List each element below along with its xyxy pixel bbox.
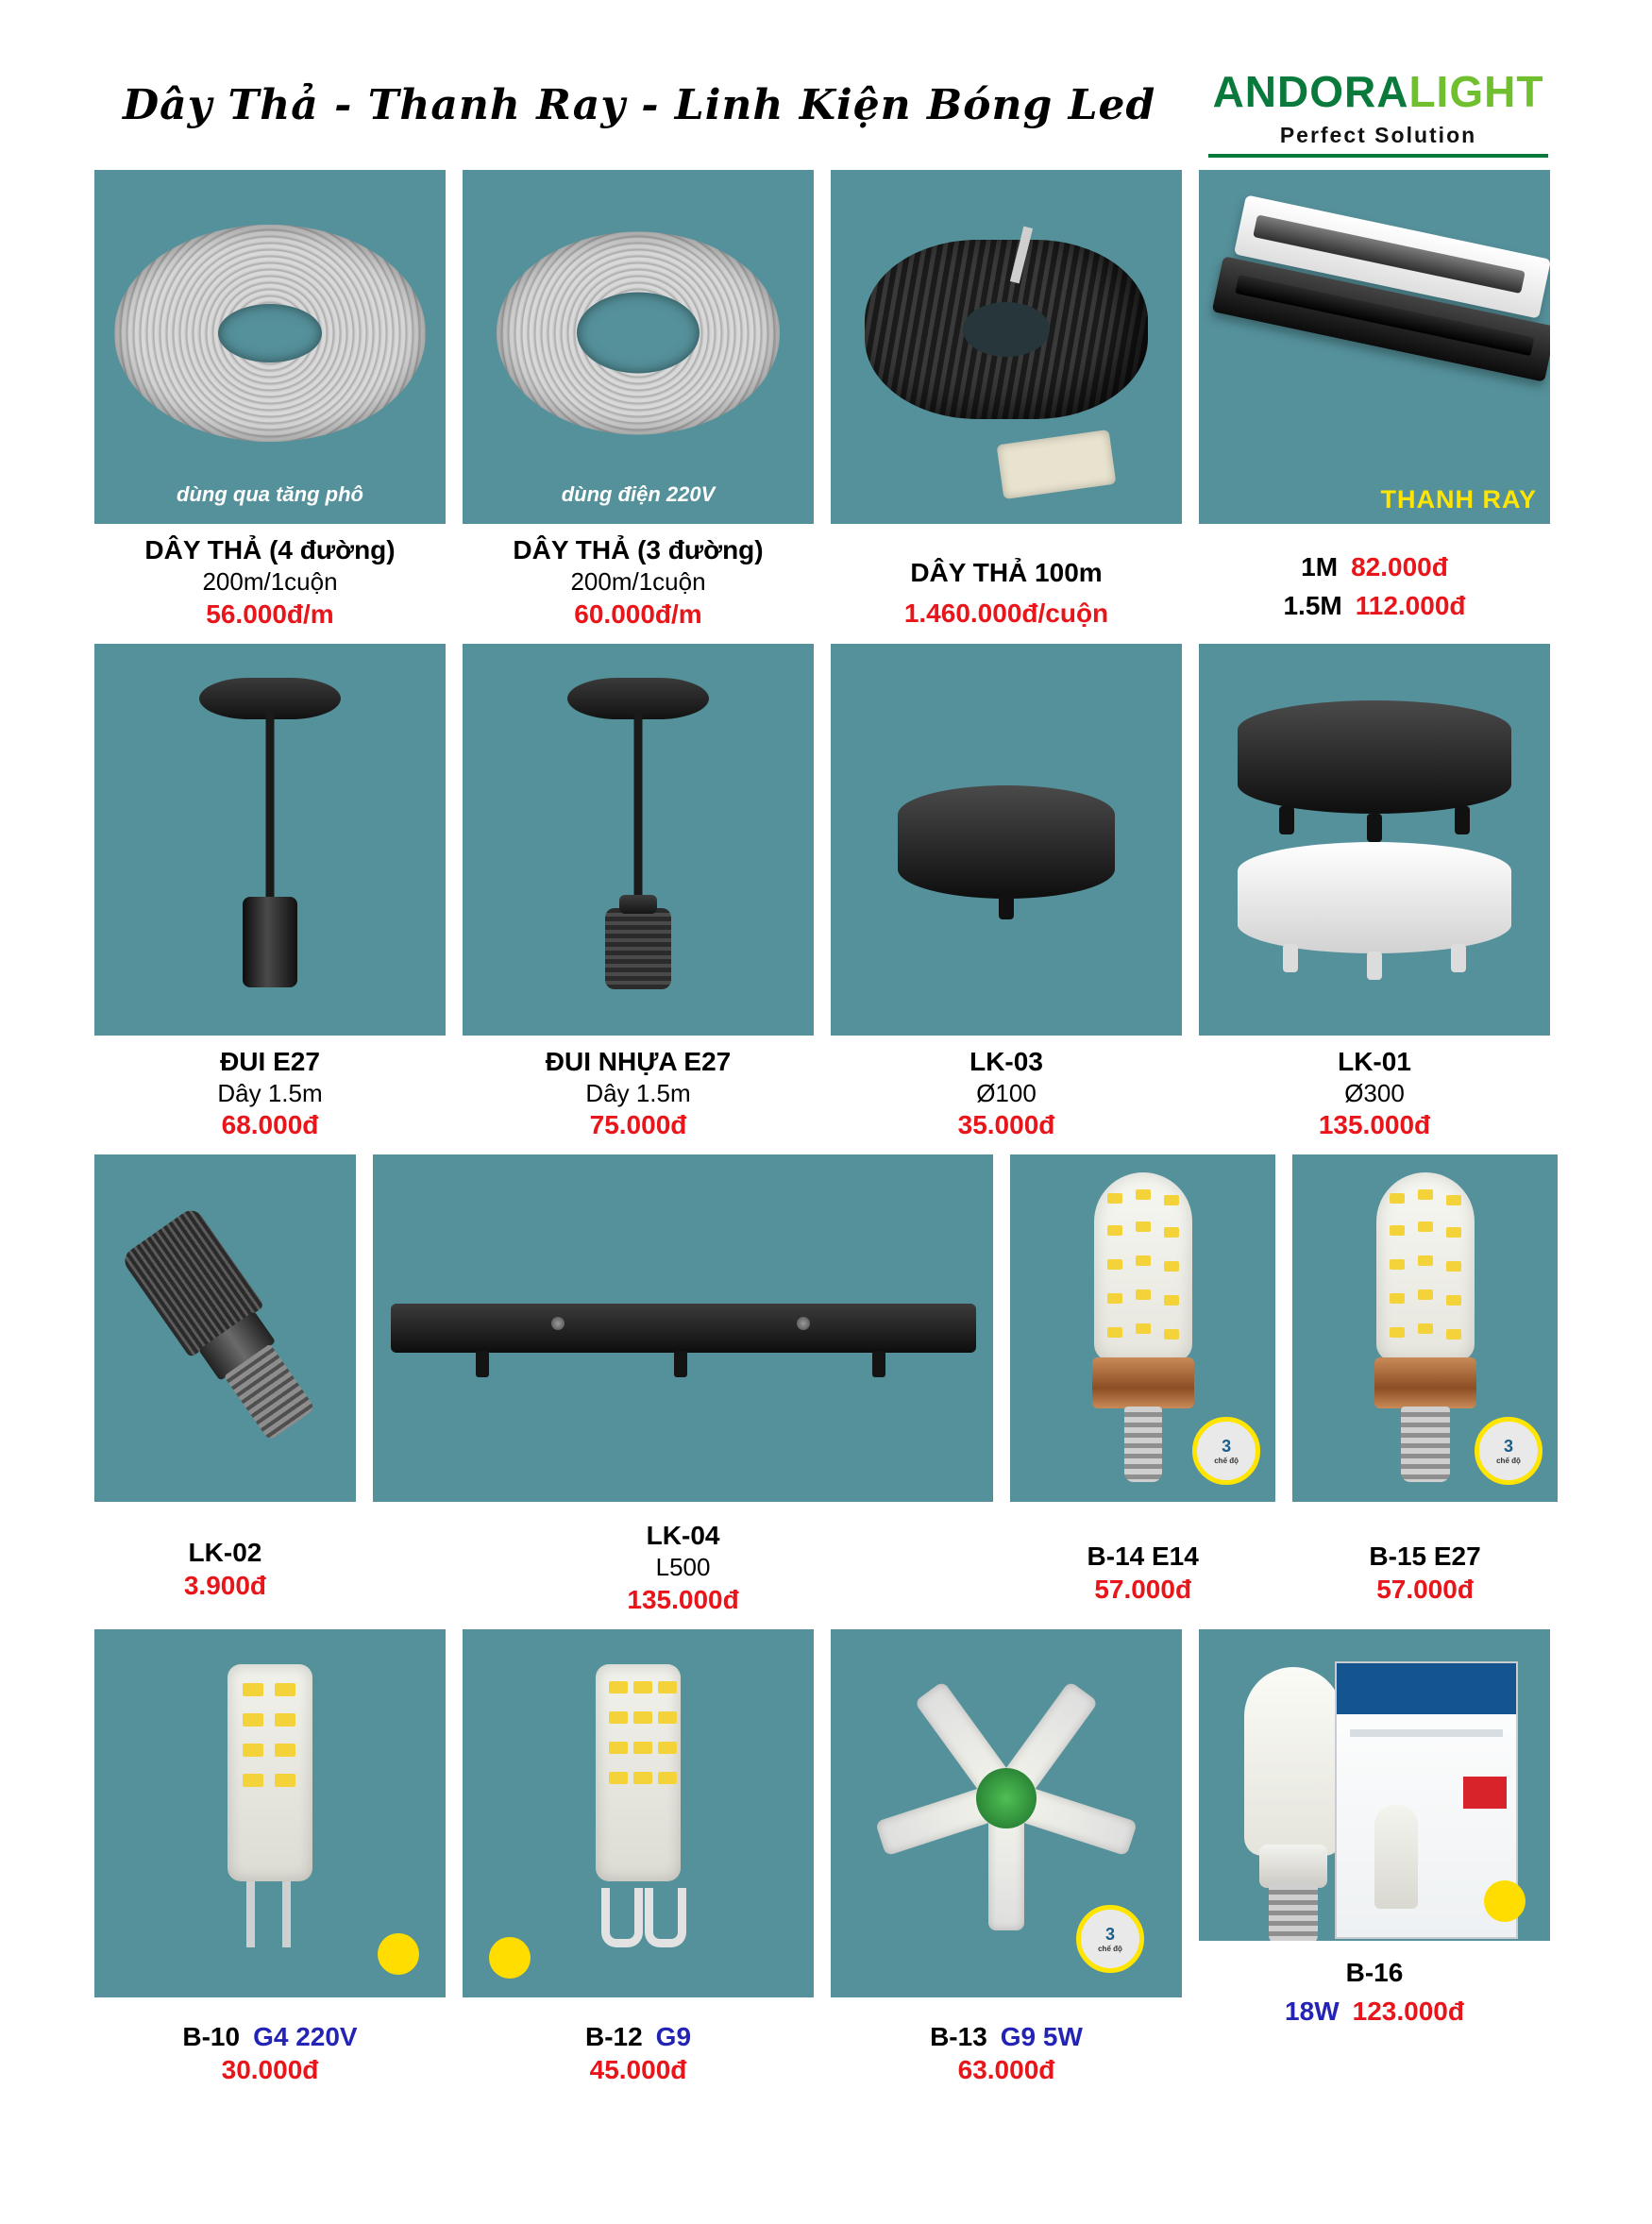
brand-logo <box>1208 57 1558 158</box>
brand-underline <box>1208 154 1548 158</box>
lamp-holder-metal <box>243 897 297 987</box>
product-card-lk-01 <box>1199 644 1550 1142</box>
led-chip <box>1164 1329 1179 1339</box>
product-code: B-12 <box>584 2021 643 2051</box>
g9-capsule-illustration <box>582 1664 694 1947</box>
led-chip <box>1107 1293 1122 1304</box>
product-caption <box>1292 1502 1558 1606</box>
plate-nub <box>1451 944 1466 972</box>
led-chip <box>1107 1327 1122 1338</box>
product-price: 35.000đ <box>957 1110 1055 1139</box>
product-title-line <box>463 2020 814 2053</box>
product-title: LK-02 <box>188 1538 262 1567</box>
page-title: Dây Thả - Thanh Ray - Linh Kiện Bóng Led <box>123 81 1156 129</box>
product-title: LK-03 <box>969 1046 1043 1076</box>
product-photo <box>1199 1629 1550 1941</box>
product-card-b-15-e27 <box>1292 1154 1558 1616</box>
product-title-line <box>831 2020 1182 2053</box>
product-card-b-16 <box>1199 1629 1550 2086</box>
bar-nub <box>872 1351 885 1377</box>
led-chip <box>1136 1255 1151 1266</box>
product-title: B-15 E27 <box>1369 1542 1481 1571</box>
product-spec: G9 <box>655 2021 692 2051</box>
led-chip <box>1418 1222 1433 1232</box>
led-chip <box>1446 1261 1461 1272</box>
product-caption <box>463 524 814 631</box>
bulb-base-e27 <box>1401 1407 1450 1482</box>
photo-tag: THANH RAY <box>1380 485 1537 514</box>
led-chip <box>243 1683 263 1696</box>
yellow-dot-marker <box>1484 1880 1526 1922</box>
g4-capsule-illustration <box>214 1664 326 1947</box>
product-sub: 200m/1cuộn <box>202 567 338 596</box>
bulb-base-e14 <box>1124 1407 1162 1482</box>
led-chip <box>1390 1193 1405 1204</box>
photo-note: dùng qua tăng phô <box>177 482 363 506</box>
plate-nub <box>999 891 1014 919</box>
led-chip <box>609 1681 628 1693</box>
three-mode-badge <box>1475 1417 1542 1485</box>
led-chip <box>1136 1323 1151 1334</box>
g9-pin-loop <box>601 1888 643 1947</box>
product-caption <box>1010 1502 1275 1606</box>
product-card-day-tha-4 <box>94 170 446 631</box>
product-caption <box>831 524 1182 630</box>
product-spec: G9 5W <box>1000 2021 1083 2051</box>
product-sub: Dây 1.5m <box>217 1078 323 1107</box>
led-chip <box>1136 1289 1151 1300</box>
plate-nub <box>1455 806 1470 834</box>
product-photo <box>94 170 446 524</box>
bar-screw <box>797 1317 810 1330</box>
ceiling-plate-round-black <box>1238 700 1511 814</box>
product-card-lk-02 <box>94 1154 356 1616</box>
page-header <box>94 57 1558 170</box>
bulb-base-e27 <box>1269 1884 1318 1941</box>
led-chip <box>1107 1193 1122 1204</box>
product-caption <box>463 1036 814 1142</box>
cable-coil-4-illustration <box>114 225 426 442</box>
led-chip <box>243 1774 263 1787</box>
badge-sub: chế độ <box>1214 1457 1239 1465</box>
product-title: B-14 E14 <box>1087 1542 1199 1571</box>
product-code: B-16 <box>1345 1957 1404 1987</box>
badge-number: 3 <box>1503 1437 1513 1456</box>
led-chip <box>1418 1289 1433 1300</box>
product-card-lk-03 <box>831 644 1182 1142</box>
product-price: 30.000đ <box>221 2054 319 2084</box>
led-chip <box>633 1742 652 1754</box>
product-title: LK-04 <box>646 1521 720 1550</box>
product-title: ĐUI E27 <box>220 1046 320 1076</box>
led-chip <box>1390 1327 1405 1338</box>
badge-sub: chế độ <box>1098 1944 1122 1953</box>
led-chip <box>1390 1259 1405 1270</box>
led-chip <box>609 1742 628 1754</box>
box-text-line <box>1350 1729 1503 1737</box>
led-chip <box>609 1711 628 1724</box>
led-chip <box>1418 1189 1433 1200</box>
product-price: 56.000đ/m <box>206 598 334 629</box>
product-caption <box>831 1036 1182 1142</box>
product-caption <box>94 524 446 631</box>
led-chip <box>275 1744 295 1757</box>
box-product-image <box>1374 1805 1418 1909</box>
led-chip <box>1164 1261 1179 1272</box>
led-chip <box>1164 1195 1179 1205</box>
yellow-dot-marker <box>489 1937 531 1979</box>
product-card-thanh-ray <box>1199 170 1550 631</box>
product-card-b-12 <box>463 1629 814 2086</box>
coil-hole <box>577 293 700 374</box>
product-sub: Ø300 <box>1344 1078 1405 1107</box>
led-chip <box>275 1774 295 1787</box>
led-chip <box>658 1711 677 1724</box>
product-card-b-13 <box>831 1629 1182 2086</box>
product-caption <box>94 1997 446 2086</box>
capsule-pin <box>246 1881 255 1947</box>
product-price: 82.000đ <box>1351 552 1448 581</box>
ceiling-plate-round-black <box>898 785 1115 899</box>
product-code: B-10 <box>182 2021 241 2051</box>
product-row-2 <box>94 644 1558 1142</box>
product-caption <box>1199 1036 1550 1142</box>
led-chip <box>1446 1195 1461 1205</box>
led-chip <box>1164 1295 1179 1306</box>
product-photo <box>831 170 1182 524</box>
product-photo <box>94 644 446 1036</box>
led-chip <box>658 1742 677 1754</box>
led-chip <box>658 1772 677 1784</box>
badge-number: 3 <box>1104 1924 1115 1944</box>
product-title: DÂY THẢ 100m <box>910 558 1103 587</box>
led-chip <box>1107 1225 1122 1236</box>
product-photo <box>831 644 1182 1036</box>
product-row-1 <box>94 170 1558 631</box>
product-photo <box>94 1154 356 1502</box>
product-title: ĐUI NHỰA E27 <box>545 1046 732 1076</box>
length-label: 1M <box>1301 552 1339 581</box>
g9-pin-loop <box>645 1888 686 1947</box>
yellow-dot-marker <box>378 1933 419 1975</box>
product-price: 3.900đ <box>183 1571 267 1600</box>
bar-nub <box>674 1351 687 1377</box>
badge-number: 3 <box>1222 1437 1232 1456</box>
led-chip <box>633 1772 652 1784</box>
coil-label <box>996 430 1116 499</box>
corn-bulb-e14-illustration <box>1087 1172 1200 1484</box>
product-code: B-13 <box>930 2021 987 2051</box>
product-price: 57.000đ <box>1094 1575 1192 1604</box>
bulb-copper-band <box>1092 1357 1194 1408</box>
product-row-4 <box>94 1629 1558 2086</box>
product-title: DÂY THẢ (4 đường) <box>144 535 396 564</box>
product-sub: 200m/1cuộn <box>570 567 706 596</box>
product-card-day-tha-100m <box>831 170 1182 631</box>
three-mode-badge <box>1192 1417 1260 1485</box>
ceiling-bar-illustration <box>391 1304 976 1353</box>
led-chip <box>243 1713 263 1727</box>
led-chip <box>1418 1323 1433 1334</box>
star-led-bulb-illustration <box>865 1657 1148 1940</box>
led-chip <box>1107 1259 1122 1270</box>
plate-nub <box>1279 806 1294 834</box>
product-photo <box>94 1629 446 1997</box>
product-price: 60.000đ/m <box>574 598 702 629</box>
corn-bulb-e27-illustration <box>1369 1172 1482 1484</box>
led-chip <box>1446 1295 1461 1306</box>
brand-name-accent: LIGHT <box>1408 67 1544 116</box>
box-header-band <box>1337 1663 1516 1714</box>
product-price: 1.460.000đ/cuộn <box>903 598 1109 628</box>
lamp-holder-plastic <box>605 908 671 989</box>
cable-coil-3-illustration <box>497 231 780 434</box>
product-caption <box>1199 1941 1550 2028</box>
coil-hole <box>218 304 322 362</box>
led-chip <box>1446 1227 1461 1238</box>
product-price: 112.000đ <box>1355 591 1466 620</box>
product-price: 63.000đ <box>957 2054 1055 2084</box>
product-card-b-10 <box>94 1629 446 2086</box>
product-sub: Dây 1.5m <box>585 1078 691 1107</box>
product-caption <box>94 1502 356 1602</box>
led-chip <box>1164 1227 1179 1238</box>
product-caption <box>463 1997 814 2086</box>
product-price: 135.000đ <box>1318 1110 1431 1139</box>
product-caption <box>1199 524 1550 622</box>
product-card-dui-nhua-e27 <box>463 644 814 1142</box>
product-spec: G4 220V <box>253 2021 358 2051</box>
badge-sub: chế độ <box>1496 1457 1521 1465</box>
product-price: 135.000đ <box>627 1584 739 1614</box>
product-card-lk-04 <box>373 1154 993 1616</box>
product-row-3 <box>94 1154 1558 1616</box>
led-chip <box>1446 1329 1461 1339</box>
lamp-socket-illustration <box>120 1205 329 1451</box>
led-bulb-18w-illustration <box>1237 1667 1348 1941</box>
pendant-cord <box>266 712 275 901</box>
led-chip <box>633 1681 652 1693</box>
bar-nub <box>476 1351 489 1377</box>
product-sub: Ø100 <box>976 1078 1037 1107</box>
led-chip <box>1136 1222 1151 1232</box>
length-label: 1.5M <box>1283 591 1342 620</box>
product-price: 123.000đ <box>1352 1996 1464 2026</box>
photo-note: dùng điện 220V <box>561 482 716 506</box>
bulb-glass <box>1376 1172 1475 1361</box>
price-line-15m <box>1199 589 1550 622</box>
brand-tagline: Perfect Solution <box>1279 123 1477 147</box>
product-card-day-tha-3 <box>463 170 814 631</box>
bar-screw <box>551 1317 565 1330</box>
product-sub: L500 <box>655 1553 711 1581</box>
product-price: 75.000đ <box>589 1110 687 1139</box>
plate-nub <box>1367 952 1382 980</box>
product-caption <box>831 1997 1182 2086</box>
black-cable-coil-illustration <box>865 240 1148 419</box>
bulb-neck <box>1259 1845 1327 1888</box>
led-chip <box>1136 1189 1151 1200</box>
three-mode-badge <box>1076 1905 1144 1973</box>
product-photo <box>1199 170 1550 524</box>
product-caption <box>94 1036 446 1142</box>
led-chip <box>1418 1255 1433 1266</box>
led-chip <box>1390 1293 1405 1304</box>
price-line-1m <box>1199 550 1550 583</box>
led-chip <box>1390 1225 1405 1236</box>
product-caption <box>373 1502 993 1616</box>
product-photo <box>1199 644 1550 1036</box>
capsule-pin <box>282 1881 291 1947</box>
product-spec: 18W <box>1285 1996 1340 2026</box>
product-price: 57.000đ <box>1376 1575 1474 1604</box>
product-photo <box>831 1629 1182 1997</box>
product-photo <box>463 1629 814 1997</box>
ceiling-plate-round-white <box>1238 842 1511 953</box>
brand-name-main: ANDORA <box>1212 67 1409 116</box>
plate-nub <box>1283 944 1298 972</box>
box-logo-badge <box>1463 1777 1507 1809</box>
led-chip <box>609 1772 628 1784</box>
led-chip <box>243 1744 263 1757</box>
product-photo <box>1010 1154 1275 1502</box>
led-chip <box>275 1683 295 1696</box>
product-photo <box>463 644 814 1036</box>
led-chip <box>633 1711 652 1724</box>
plate-nub <box>1367 814 1382 842</box>
led-chip <box>275 1713 295 1727</box>
product-title-line <box>94 2020 446 2053</box>
capsule-body <box>596 1664 681 1881</box>
capsule-body <box>228 1664 312 1881</box>
brand-name <box>1208 67 1548 116</box>
product-photo <box>463 170 814 524</box>
product-title: DÂY THẢ (3 đường) <box>513 535 764 564</box>
product-photo <box>373 1154 993 1502</box>
bulb-glass <box>1094 1172 1192 1361</box>
bulb-copper-band <box>1374 1357 1476 1408</box>
led-hub <box>976 1768 1037 1828</box>
product-price: 68.000đ <box>221 1110 319 1139</box>
product-price: 45.000đ <box>589 2054 687 2084</box>
product-photo <box>1292 1154 1558 1502</box>
bulb-glass <box>1244 1667 1342 1856</box>
product-card-dui-e27 <box>94 644 446 1142</box>
pendant-cord <box>634 712 643 896</box>
product-card-b-14-e14 <box>1010 1154 1275 1616</box>
led-chip <box>658 1681 677 1693</box>
product-price-line <box>1199 1995 1550 2028</box>
product-title: LK-01 <box>1338 1046 1411 1076</box>
